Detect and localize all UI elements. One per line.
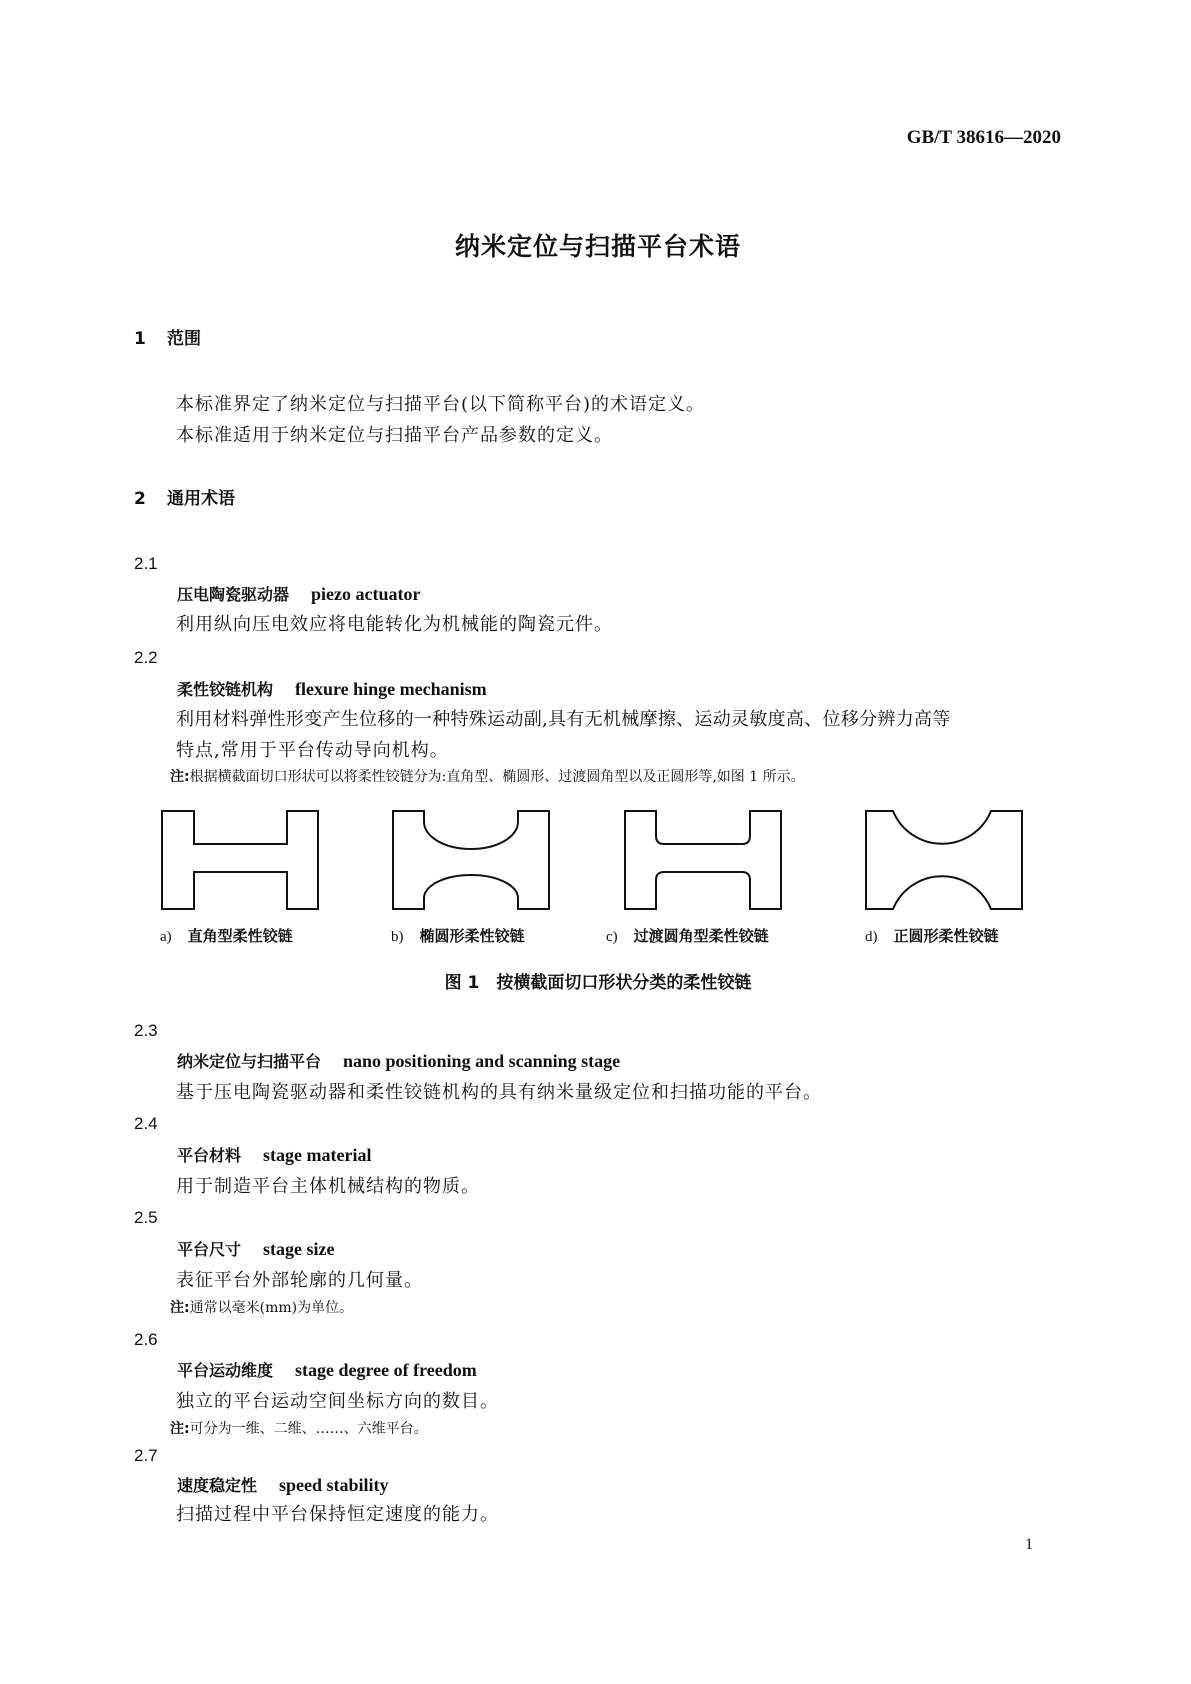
note-text: 可分为一维、二维、……、六维平台。 <box>189 1421 428 1437</box>
section-2-title: 通用术语 <box>167 489 235 509</box>
term-zh: 柔性铰链机构 <box>177 680 274 699</box>
term-note <box>170 770 805 784</box>
term-number: 2.6 <box>134 1330 158 1349</box>
note-label: 注: <box>170 769 190 785</box>
figure-label-d <box>865 929 999 945</box>
figure-label-a <box>160 929 293 945</box>
term-definition: 利用纵向压电效应将电能转化为机械能的陶瓷元件。 <box>176 614 613 635</box>
figure-label-text: 椭圆形柔性铰链 <box>419 927 525 945</box>
hinge-circular-shape <box>865 810 1023 910</box>
term-definition: 基于压电陶瓷驱动器和柔性铰链机构的具有纳米量级定位和扫描功能的平台。 <box>176 1082 822 1103</box>
term-definition: 独立的平台运动空间坐标方向的数目。 <box>176 1391 499 1412</box>
term-note <box>170 1301 353 1315</box>
term-heading <box>177 585 420 603</box>
term-en: piezo actuator <box>311 584 421 604</box>
section-1-number: 1 <box>134 329 146 349</box>
term-number: 2.1 <box>134 554 158 573</box>
term-number: 2.4 <box>134 1114 158 1133</box>
section-1-paragraph: 本标准适用于纳米定位与扫描平台产品参数的定义。 <box>176 425 613 446</box>
note-label: 注: <box>170 1421 190 1437</box>
note-text: 根据横截面切口形状可以将柔性铰链分为:直角型、椭圆形、过渡圆角型以及正圆形等,如图 1 所示。 <box>189 769 805 785</box>
term-note <box>170 1422 428 1436</box>
term-zh: 压电陶瓷驱动器 <box>177 585 290 604</box>
term-en: stage degree of freedom <box>295 1360 477 1380</box>
term-number: 2.2 <box>134 648 158 667</box>
term-en: nano positioning and scanning stage <box>343 1051 621 1071</box>
term-en: stage size <box>263 1239 335 1259</box>
figure-label-b <box>391 929 525 945</box>
figure-label-text: 直角型柔性铰链 <box>187 927 293 945</box>
term-en: speed stability <box>279 1475 389 1495</box>
section-1-paragraph: 本标准界定了纳米定位与扫描平台(以下简称平台)的术语定义。 <box>176 394 706 415</box>
figure-key: c) <box>606 929 618 945</box>
term-heading <box>177 1052 620 1070</box>
page-title: 纳米定位与扫描平台术语 <box>454 232 741 261</box>
term-zh: 纳米定位与扫描平台 <box>177 1052 322 1071</box>
term-heading <box>177 1240 335 1258</box>
term-zh: 平台运动维度 <box>177 1361 274 1380</box>
section-1-title: 范围 <box>167 329 201 349</box>
hinge-filleted-shape <box>624 810 782 910</box>
figure-label-text: 正圆形柔性铰链 <box>893 927 999 945</box>
standard-number: GB/T 38616—2020 <box>906 127 1061 148</box>
term-en: flexure hinge mechanism <box>295 679 487 699</box>
term-heading <box>177 1476 389 1494</box>
figure-label-c <box>606 929 769 945</box>
term-number: 2.7 <box>134 1446 158 1465</box>
term-heading <box>177 1361 477 1379</box>
figure-key: d) <box>865 929 878 945</box>
note-text: 通常以毫米(mm)为单位。 <box>189 1300 354 1316</box>
figure-key: a) <box>160 929 172 945</box>
page-number: 1 <box>1025 1536 1033 1553</box>
term-zh: 速度稳定性 <box>177 1476 258 1495</box>
figure-caption: 图 1 按横截面切口形状分类的柔性铰链 <box>444 973 752 993</box>
term-zh: 平台材料 <box>177 1146 242 1165</box>
term-en: stage material <box>263 1145 372 1165</box>
term-zh: 平台尺寸 <box>177 1240 242 1259</box>
term-definition: 用于制造平台主体机械结构的物质。 <box>176 1176 480 1197</box>
hinge-right-angle-shape <box>161 810 319 910</box>
figure-key: b) <box>391 929 404 945</box>
term-definition: 利用材料弹性形变产生位移的一种特殊运动副,具有无机械摩擦、运动灵敏度高、位移分辨力高等 <box>176 709 951 730</box>
section-2-number: 2 <box>134 489 146 509</box>
term-definition: 表征平台外部轮廓的几何量。 <box>176 1270 423 1291</box>
term-number: 2.3 <box>134 1021 158 1040</box>
hinge-elliptical-shape <box>392 810 550 910</box>
term-heading <box>177 680 487 698</box>
term-definition: 扫描过程中平台保持恒定速度的能力。 <box>176 1504 499 1525</box>
figure-label-text: 过渡圆角型柔性铰链 <box>633 927 769 945</box>
term-number: 2.5 <box>134 1208 158 1227</box>
term-heading <box>177 1146 371 1164</box>
term-definition: 特点,常用于平台传动导向机构。 <box>176 740 449 761</box>
note-label: 注: <box>170 1300 190 1316</box>
